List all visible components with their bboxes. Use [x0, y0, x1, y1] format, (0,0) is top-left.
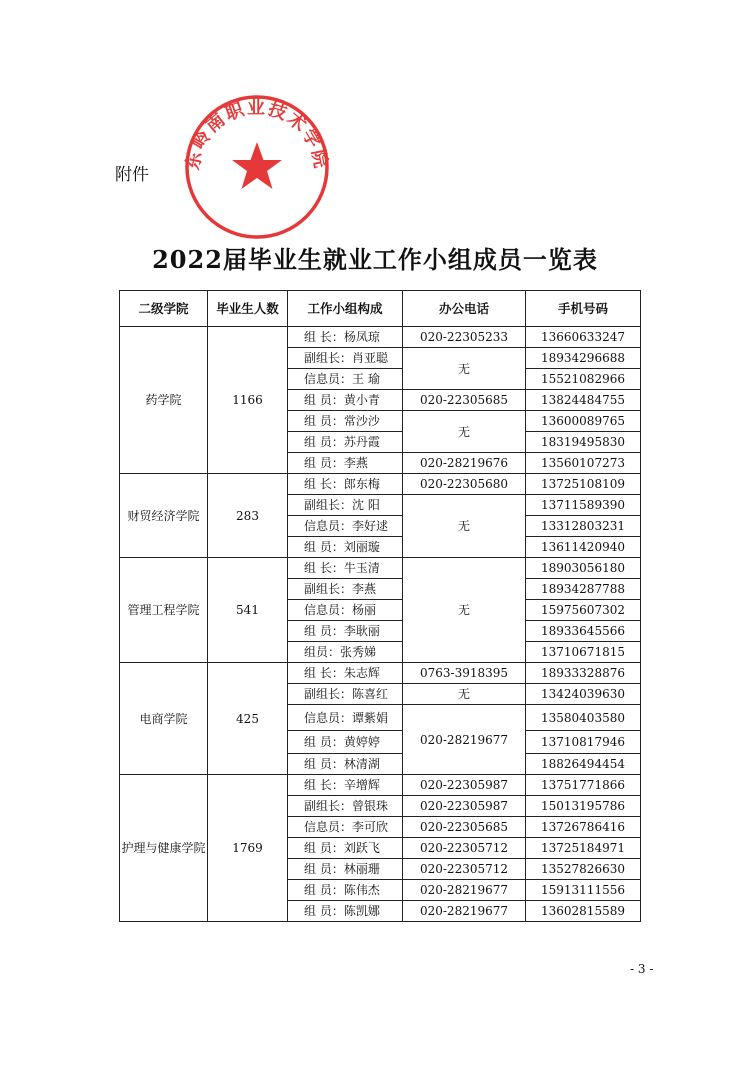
header-college: 二级学院: [120, 291, 208, 327]
mobile-phone: 13580403580: [526, 705, 641, 731]
member-role: 组 长：辛增辉: [288, 775, 403, 796]
member-role: 副组长：李燕: [288, 579, 403, 600]
member-role: 组 员：林丽珊: [288, 859, 403, 880]
office-phone: 020-22305680: [403, 474, 526, 495]
mobile-phone: 18933328876: [526, 663, 641, 684]
office-phone: 020-22305712: [403, 838, 526, 859]
header-graduates: 毕业生人数: [208, 291, 288, 327]
header-office-phone: 办公电话: [403, 291, 526, 327]
member-role: 组 员：李耿丽: [288, 621, 403, 642]
table-row: [120, 327, 641, 348]
mobile-phone: 18934296688: [526, 348, 641, 369]
office-phone: 020-28219677: [403, 705, 526, 775]
graduate-count: 541: [208, 558, 288, 663]
member-role: 组 员：黄婷婷: [288, 731, 403, 754]
page-title: 2022届毕业生就业工作小组成员一览表: [152, 245, 598, 274]
mobile-phone: 13725108109: [526, 474, 641, 495]
graduate-count: 425: [208, 663, 288, 775]
office-phone: 020-22305987: [403, 775, 526, 796]
mobile-phone: 13600089765: [526, 411, 641, 432]
mobile-phone: 13725184971: [526, 838, 641, 859]
member-role: 组 长：郎东梅: [288, 474, 403, 495]
mobile-phone: 13424039630: [526, 684, 641, 705]
member-role: 组 员：李燕: [288, 453, 403, 474]
college-name: 电商学院: [120, 663, 208, 775]
graduate-count: 283: [208, 474, 288, 558]
member-role: 副组长：肖亚聪: [288, 348, 403, 369]
mobile-phone: 15975607302: [526, 600, 641, 621]
college-name: 护理与健康学院: [120, 775, 208, 922]
member-role: 副组长：陈喜红: [288, 684, 403, 705]
office-phone: 020-22305233: [403, 327, 526, 348]
table-header-row: [120, 291, 641, 327]
mobile-phone: 13711589390: [526, 495, 641, 516]
member-role: 组 员：黄小青: [288, 390, 403, 411]
college-name: 药学院: [120, 327, 208, 474]
mobile-phone: 13824484755: [526, 390, 641, 411]
member-role: 组 员：陈伟杰: [288, 880, 403, 901]
member-role: 组 员：常沙沙: [288, 411, 403, 432]
seal-star-icon: [232, 142, 282, 189]
page-number: - 3 -: [630, 962, 654, 976]
office-phone: 0763-3918395: [403, 663, 526, 684]
mobile-phone: 13710817946: [526, 731, 641, 754]
mobile-phone: 13751771866: [526, 775, 641, 796]
college-name: 管理工程学院: [120, 558, 208, 663]
member-role: 组 员：陈凯娜: [288, 901, 403, 922]
office-phone: 020-22305685: [403, 390, 526, 411]
college-name: 财贸经济学院: [120, 474, 208, 558]
official-seal: [182, 92, 332, 242]
member-role: 组 员：林清湖: [288, 754, 403, 775]
office-phone: 无: [403, 684, 526, 705]
mobile-phone: 15521082966: [526, 369, 641, 390]
graduate-count: 1166: [208, 327, 288, 474]
mobile-phone: 18933645566: [526, 621, 641, 642]
office-phone: 020-28219677: [403, 880, 526, 901]
mobile-phone: 13710671815: [526, 642, 641, 663]
mobile-phone: 13312803231: [526, 516, 641, 537]
office-phone: 020-28219677: [403, 901, 526, 922]
mobile-phone: 13560107273: [526, 453, 641, 474]
office-phone: 020-22305685: [403, 817, 526, 838]
member-role: 信息员：杨丽: [288, 600, 403, 621]
member-role: 组 长：牛玉清: [288, 558, 403, 579]
member-role: 组员：张秀娣: [288, 642, 403, 663]
mobile-phone: 13660633247: [526, 327, 641, 348]
member-role: 信息员：王 瑜: [288, 369, 403, 390]
mobile-phone: 13527826630: [526, 859, 641, 880]
member-role: 组 员：苏丹霞: [288, 432, 403, 453]
office-phone: 无: [403, 411, 526, 453]
member-role: 副组长：曾银珠: [288, 796, 403, 817]
member-role: 信息员：谭紫娟: [288, 705, 403, 731]
seal-text: 东岭南职业技术学院: [182, 97, 332, 172]
office-phone: 无: [403, 558, 526, 663]
member-role: 组 长：杨凤琼: [288, 327, 403, 348]
member-role: 信息员：李好逑: [288, 516, 403, 537]
header-team: 工作小组构成: [288, 291, 403, 327]
attachment-label: 附件: [115, 165, 149, 185]
header-mobile: 手机号码: [526, 291, 641, 327]
mobile-phone: 18903056180: [526, 558, 641, 579]
member-role: 信息员：李可欣: [288, 817, 403, 838]
table-row: [120, 474, 641, 495]
mobile-phone: 13611420940: [526, 537, 641, 558]
member-role: 组 长：朱志辉: [288, 663, 403, 684]
graduate-count: 1769: [208, 775, 288, 922]
mobile-phone: 18826494454: [526, 754, 641, 775]
office-phone: 020-22305987: [403, 796, 526, 817]
table-row: [120, 663, 641, 684]
mobile-phone: 15913111556: [526, 880, 641, 901]
office-phone: 020-28219676: [403, 453, 526, 474]
member-role: 组 员：刘丽璇: [288, 537, 403, 558]
member-role: 副组长：沈 阳: [288, 495, 403, 516]
mobile-phone: 18934287788: [526, 579, 641, 600]
mobile-phone: 18319495830: [526, 432, 641, 453]
member-role: 组 员：刘跃飞: [288, 838, 403, 859]
staff-table: [119, 290, 641, 922]
office-phone: 020-22305712: [403, 859, 526, 880]
mobile-phone: 15013195786: [526, 796, 641, 817]
mobile-phone: 13726786416: [526, 817, 641, 838]
office-phone: 无: [403, 495, 526, 558]
office-phone: 无: [403, 348, 526, 390]
table-row: [120, 775, 641, 796]
mobile-phone: 13602815589: [526, 901, 641, 922]
table-row: [120, 558, 641, 579]
